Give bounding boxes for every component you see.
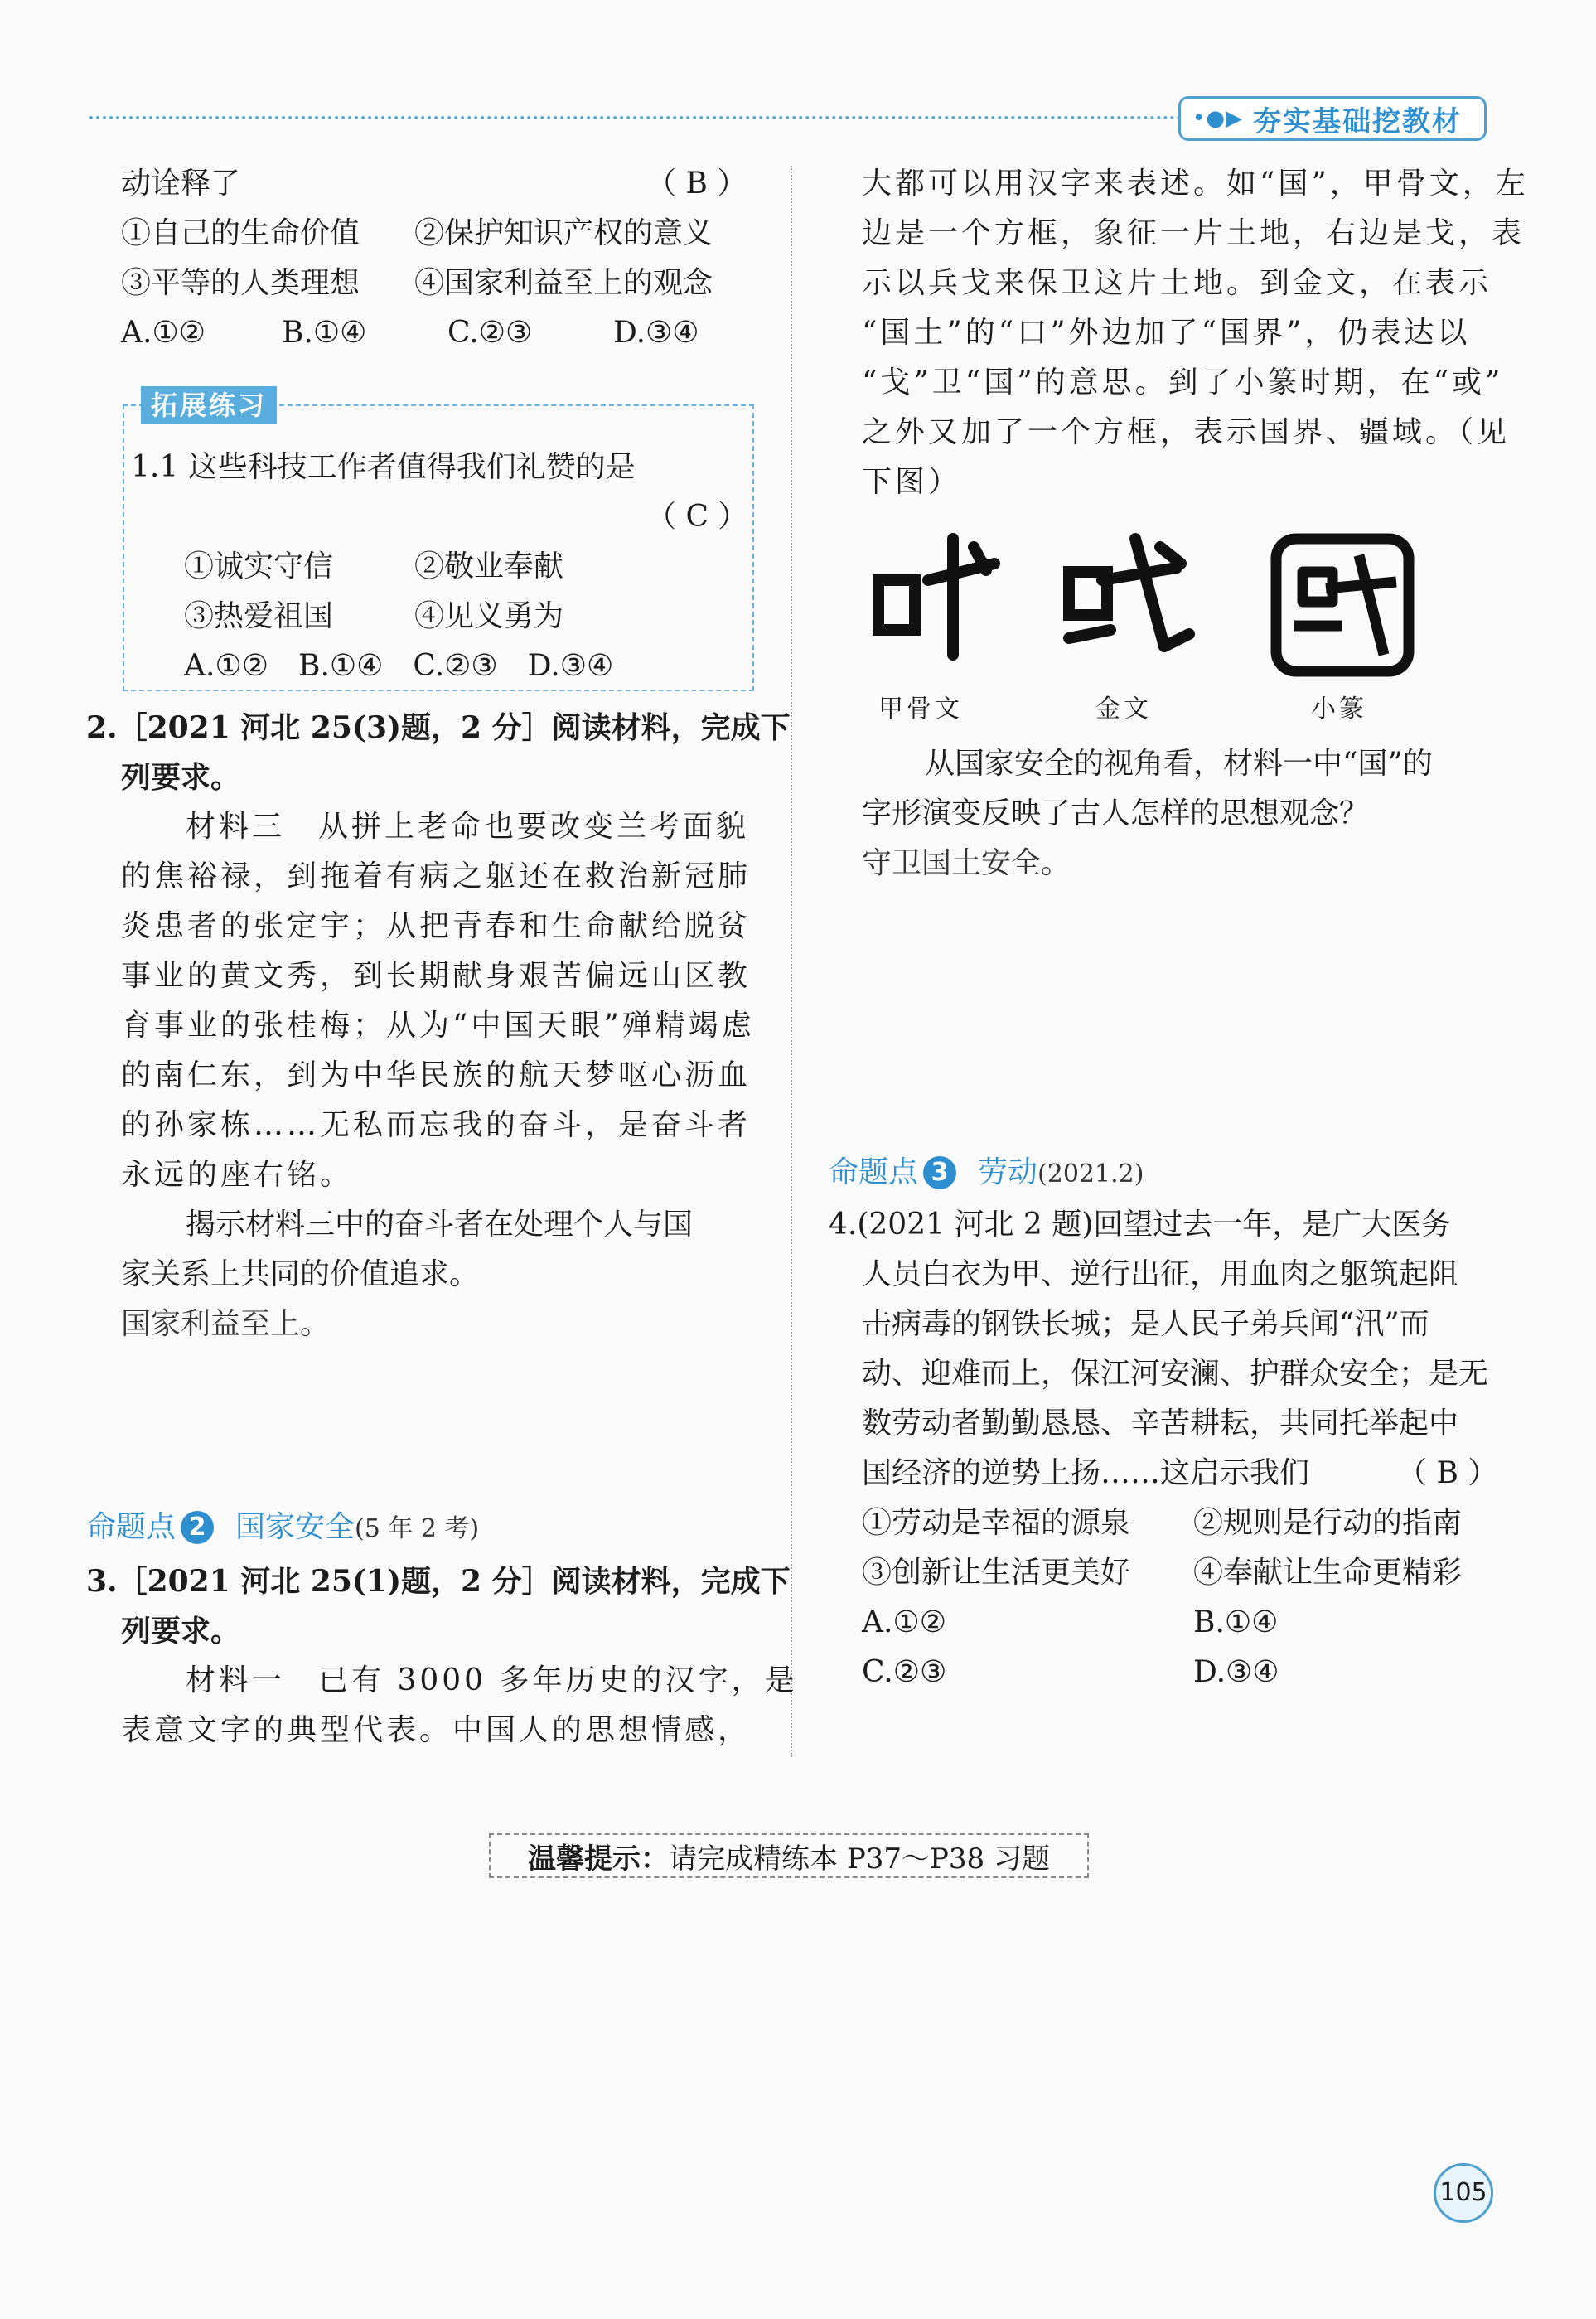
material-1-line: 边是一个方框，象征一片土地，右边是戈，表: [862, 216, 1526, 250]
option-4: ④奉献让生命更精彩: [1193, 1556, 1463, 1590]
question-3-head-cont: 列要求。: [121, 1614, 241, 1648]
extension-option-3: ③热爱祖国: [184, 599, 334, 633]
option-3: ③平等的人类理想: [121, 266, 360, 300]
oracle-bone-glyph: [878, 539, 994, 655]
choice-a: A.①②: [121, 316, 206, 350]
material-3-line: 事业的黄文秀，到长期献身艰苦偏远山区教: [121, 959, 752, 993]
topic-name: 劳动: [978, 1155, 1038, 1189]
material-1-answer: 守卫国土安全。: [862, 846, 1071, 880]
choice-a: A.①②: [862, 1605, 946, 1639]
option-1: ①劳动是幸福的源泉: [862, 1506, 1131, 1540]
topic-name: 国家安全: [235, 1510, 355, 1544]
section-header-badge: [1178, 96, 1487, 141]
extension-question: 1.1 这些科技工作者值得我们礼赞的是: [131, 450, 636, 484]
material-1-line: 大都可以用汉字来表述。如“国”，甲骨文，左: [862, 167, 1529, 201]
material-3-line: 炎患者的张定宇；从把青春和生命献给脱贫: [121, 909, 752, 943]
extension-choices: A.①② B.①④ C.②③ D.③④: [184, 649, 614, 683]
material-1-line: 下图）: [862, 465, 962, 499]
topic-meta: (2021.2): [1037, 1160, 1144, 1189]
extension-option-2: ②敬业奉献: [414, 549, 564, 583]
topic-point-2: [86, 1503, 479, 1546]
choice-b: B.①④: [282, 316, 367, 350]
question-2-ask: 揭示材料三中的奋斗者在处理个人与国: [186, 1208, 694, 1242]
extension-answer: （ C ）: [646, 500, 748, 534]
caption-bronze: 金文: [1095, 695, 1152, 724]
question-4-line: 国经济的逆势上扬……这启示我们: [862, 1456, 1310, 1490]
question-2-ask-cont: 家关系上共同的价值追求。: [121, 1257, 480, 1291]
option-3: ③创新让生活更美好: [862, 1556, 1131, 1590]
option-4: ④国家利益至上的观念: [414, 266, 713, 300]
question-2-head-cont: 列要求。: [121, 760, 241, 795]
question-4-line: 数劳动者勤勤恳恳、辛苦耕耘，共同托举起中: [862, 1406, 1459, 1440]
question-3-head: 3.［2021 河北 25(1)题，2 分］阅读材料，完成下: [86, 1564, 791, 1599]
material-3-line: 的南仁东，到为中华民族的航天梦呕心沥血: [121, 1058, 752, 1092]
topic-meta: (5 年 2 考): [355, 1514, 480, 1543]
bronze-script-glyph: [1069, 539, 1189, 646]
question-4-line: 击病毒的钢铁长城；是人民子弟兵闻“汛”而: [862, 1307, 1429, 1341]
material-1-line: “戈”卫“国”的意思。到了小篆时期，在“或”: [862, 366, 1504, 399]
option-1: ①自己的生命价值: [121, 216, 360, 250]
option-2: ②保护知识产权的意义: [414, 216, 713, 250]
warm-tip-text: 请完成精练本 P37～P38 习题: [669, 1842, 1050, 1876]
question-2-answer: 国家利益至上。: [121, 1307, 331, 1341]
material-1-ask-cont: 字形演变反映了古人怎样的思想观念？: [862, 796, 1370, 830]
caption-oracle-bone: 甲骨文: [878, 695, 963, 724]
material-3-line: 材料三 从拼上老命也要改变兰考面貌: [186, 810, 750, 844]
character-evolution-figure: [862, 530, 1541, 729]
material-3-line: 的孙家栋……无私而忘我的奋斗，是奋斗者: [121, 1108, 752, 1142]
seal-script-glyph: [1276, 539, 1409, 671]
material-1-line: “国土”的“口”外边加了“国界”，仍表达以: [862, 316, 1471, 350]
choice-d: D.③④: [613, 316, 699, 350]
topic-number-badge: 3: [923, 1156, 956, 1189]
question-continuation: 动诠释了: [121, 167, 241, 201]
topic-number-badge: 2: [181, 1511, 214, 1544]
extension-exercise-tag: 拓展练习: [141, 386, 277, 424]
material-1-line: 材料一 已有 3000 多年历史的汉字，是: [186, 1663, 798, 1697]
material-3-line: 永远的座右铭。: [121, 1158, 354, 1192]
choice-c: C.②③: [862, 1655, 947, 1689]
answer-bracket: （ B ）: [646, 167, 747, 201]
warm-tip-label: 温馨提示：: [528, 1842, 670, 1876]
extension-option-1: ①诚实守信: [184, 549, 334, 583]
question-4-line: 人员白衣为甲、逆行出征，用血肉之躯筑起阻: [862, 1257, 1459, 1291]
page-number: 105: [1434, 2163, 1493, 2223]
choice-b: B.①④: [1193, 1605, 1279, 1639]
material-1-ask: 从国家安全的视角看，材料一中“国”的: [925, 747, 1433, 781]
header-dotted-rule: [89, 116, 1182, 119]
double-arrow-icon: •●▶: [1192, 106, 1244, 131]
topic-point-3: [829, 1149, 1144, 1191]
column-divider: [791, 166, 792, 1757]
material-3-line: 的焦裕禄，到拖着有病之躯还在救治新冠肺: [121, 859, 752, 893]
material-1-line: 表意文字的典型代表。中国人的思想情感，: [121, 1713, 752, 1747]
question-4-line: 动、迎难而上，保江河安澜、护群众安全；是无: [862, 1357, 1489, 1391]
extension-option-4: ④见义勇为: [414, 599, 564, 633]
material-1-line: 示以兵戈来保卫这片土地。到金文，在表示: [862, 266, 1492, 300]
choice-d: D.③④: [1193, 1655, 1279, 1689]
material-1-line: 之外又加了一个方框，表示国界、疆域。（见: [862, 415, 1511, 449]
question-4-answer: （ B ）: [1397, 1456, 1498, 1490]
question-4-line: 4.(2021 河北 2 题)回望过去一年，是广大医务: [829, 1208, 1452, 1242]
question-2-head: 2.［2021 河北 25(3)题，2 分］阅读材料，完成下: [86, 710, 791, 745]
caption-seal: 小篆: [1311, 695, 1367, 724]
topic-label: 命题点: [829, 1155, 919, 1189]
ancient-script-glyphs: [862, 530, 1541, 729]
warm-tip-box: [489, 1833, 1089, 1878]
topic-label: 命题点: [86, 1510, 177, 1544]
choice-c: C.②③: [447, 316, 533, 350]
section-header-title: 夯实基础挖教材: [1253, 104, 1463, 138]
material-3-line: 育事业的张桂梅；从为“中国天眼”殚精竭虑: [121, 1009, 755, 1043]
option-2: ②规则是行动的指南: [1193, 1506, 1463, 1540]
